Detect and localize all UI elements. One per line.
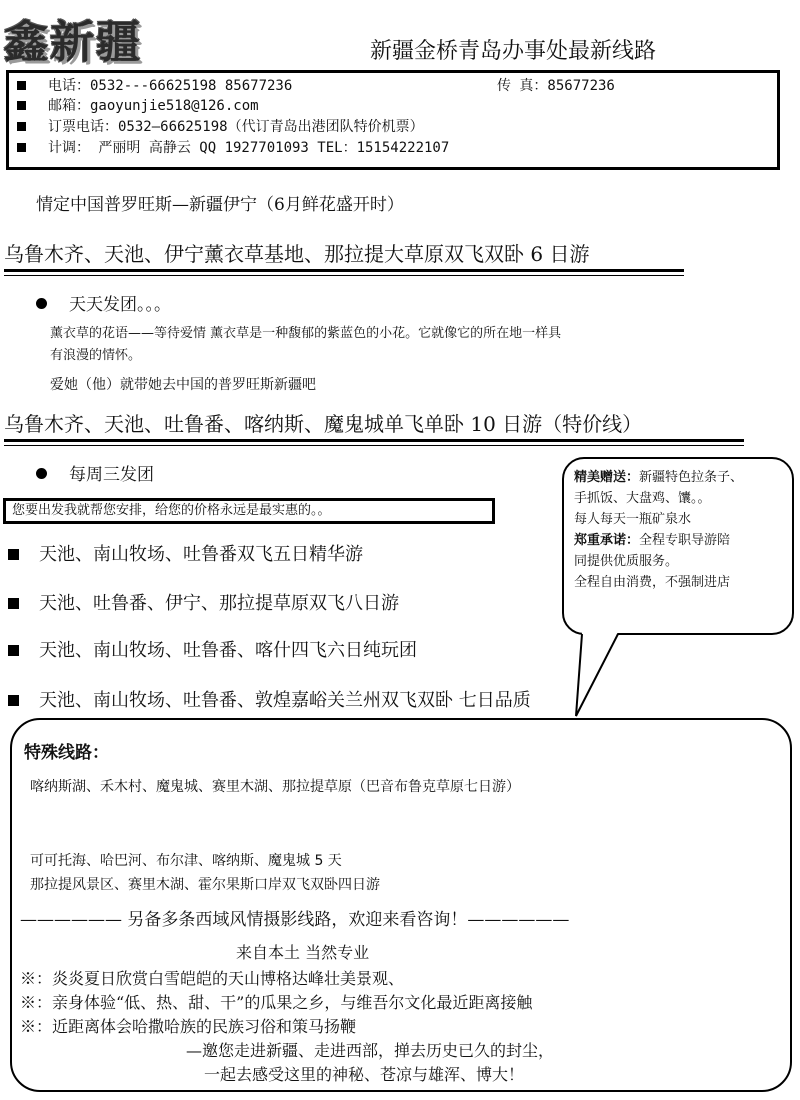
contact-fax-row xyxy=(497,77,615,95)
special-line2: 可可托海、哈巴河、布尔津、喀纳斯、魔鬼城 5 天 xyxy=(30,853,342,869)
promise-line2: 同提供优质服务。 xyxy=(574,554,679,569)
promise-line3: 全程自由消费，不强制进店 xyxy=(574,575,731,590)
square-bullet-icon xyxy=(17,143,26,152)
contact-staff-row xyxy=(17,139,449,157)
route2-schedule-row xyxy=(36,460,154,485)
contact-staff: 计调： 严丽明 高静云 QQ 1927701093 TEL：15154222107 xyxy=(48,140,450,156)
contact-email: 邮箱：gaoyunjie518@126.com xyxy=(48,98,259,114)
route-item xyxy=(8,636,417,662)
special-line1: 喀纳斯湖、禾木村、魔鬼城、赛里木湖、那拉提草原（巴音布鲁克草原七日游） xyxy=(30,779,520,795)
dot-bullet-icon xyxy=(36,468,47,479)
route-item-label: 天池、南山牧场、吐鲁番、喀什四飞六日纯玩团 xyxy=(39,640,417,661)
square-bullet-icon xyxy=(17,81,26,90)
point2: ※：亲身体验“低、热、甜、干”的瓜果之乡，与维吾尔文化最近距离接触 xyxy=(20,993,533,1012)
route1-schedule-row xyxy=(36,290,171,315)
route-item-label: 天池、吐鲁番、伊宁、那拉提草原双飞八日游 xyxy=(39,593,399,614)
intro-text: 情定中国普罗旺斯—新疆伊宁（6月鲜花盛开时） xyxy=(36,195,404,215)
square-bullet-icon xyxy=(8,695,19,706)
contact-ticket-row xyxy=(17,118,424,136)
logo: 鑫新疆 xyxy=(4,17,142,68)
callout-tail-icon xyxy=(560,630,640,720)
invite-line1: —邀您走进新疆、走进西部，掸去历史已久的封尘， xyxy=(186,1041,555,1060)
contact-phone: 电话：0532---66625198 85677236 xyxy=(48,78,293,94)
price-note: 您要出发我就帮您安排，给您的价格永远是最实惠的。。 xyxy=(3,498,495,524)
gift-label: 精美赠送： xyxy=(574,470,640,485)
dot-bullet-icon xyxy=(36,298,47,309)
promise-line1: 全程专职导游陪 xyxy=(639,533,731,548)
special-title: 特殊线路： xyxy=(24,743,109,763)
gift-line1: 新疆特色拉条子、 xyxy=(639,470,744,485)
route1-schedule: 天天发团。。。 xyxy=(69,295,171,315)
contact-ticket: 订票电话：0532—66625198（代订青岛出港团队特价机票） xyxy=(48,119,424,135)
route-item xyxy=(8,589,399,615)
contact-box xyxy=(6,70,780,170)
square-bullet-icon xyxy=(8,549,19,560)
route2-schedule: 每周三发团 xyxy=(69,465,154,485)
point1: ※：炎炎夏日欣赏白雪皑皑的天山博格达峰壮美景观、 xyxy=(20,969,405,988)
gift-callout xyxy=(562,457,794,635)
square-bullet-icon xyxy=(17,101,26,110)
point3: ※：近距离体会哈撒哈族的民族习俗和策马扬鞭 xyxy=(20,1017,357,1036)
route2-title: 乌鲁木齐、天池、吐鲁番、喀纳斯、魔鬼城单飞单卧 10 日游（特价线） xyxy=(4,408,744,442)
square-bullet-icon xyxy=(8,598,19,609)
route-item-label: 天池、南山牧场、吐鲁番、敦煌嘉峪关兰州双飞双卧 七日品质 xyxy=(39,690,531,711)
route-item xyxy=(8,540,363,566)
route1-desc-line1: 薰衣草的花语——等待爱情 薰衣草是一种馥郁的紫蓝色的小花。它就像它的所在地一样具 xyxy=(50,326,562,341)
motto: 来自本土 当然专业 xyxy=(236,943,370,962)
route1-title: 乌鲁木齐、天池、伊宁薰衣草基地、那拉提大草原双飞双卧 6 日游 xyxy=(4,238,684,272)
route-item-label: 天池、南山牧场、吐鲁番双飞五日精华游 xyxy=(39,544,363,565)
square-bullet-icon xyxy=(8,645,19,656)
contact-phone-row xyxy=(17,77,292,95)
gift-line2: 手抓饭、大盘鸡、馕。。 xyxy=(574,491,711,506)
contact-fax: 传 真：85677236 xyxy=(497,78,615,94)
promise-label: 郑重承诺： xyxy=(574,533,640,548)
route1-desc-line2: 有浪漫的情怀。 xyxy=(50,348,142,363)
square-bullet-icon xyxy=(17,122,26,131)
gift-line3: 每人每天一瓶矿泉水 xyxy=(574,512,692,527)
route1-desc-line3: 爱她（他）就带她去中国的普罗旺斯新疆吧 xyxy=(50,377,316,393)
invite-line2: 一起去感受这里的神秘、苍凉与雄浑、博大！ xyxy=(204,1065,525,1084)
route-item xyxy=(8,686,531,712)
photo-routes-line: —————— 另备多条西域风情摄影线路，欢迎来看咨询！—————— xyxy=(20,910,570,930)
special-line3: 那拉提风景区、赛里木湖、霍尔果斯口岸双飞双卧四日游 xyxy=(30,877,380,893)
contact-email-row xyxy=(17,97,259,115)
page-headline: 新疆金桥青岛办事处最新线路 xyxy=(370,39,657,64)
